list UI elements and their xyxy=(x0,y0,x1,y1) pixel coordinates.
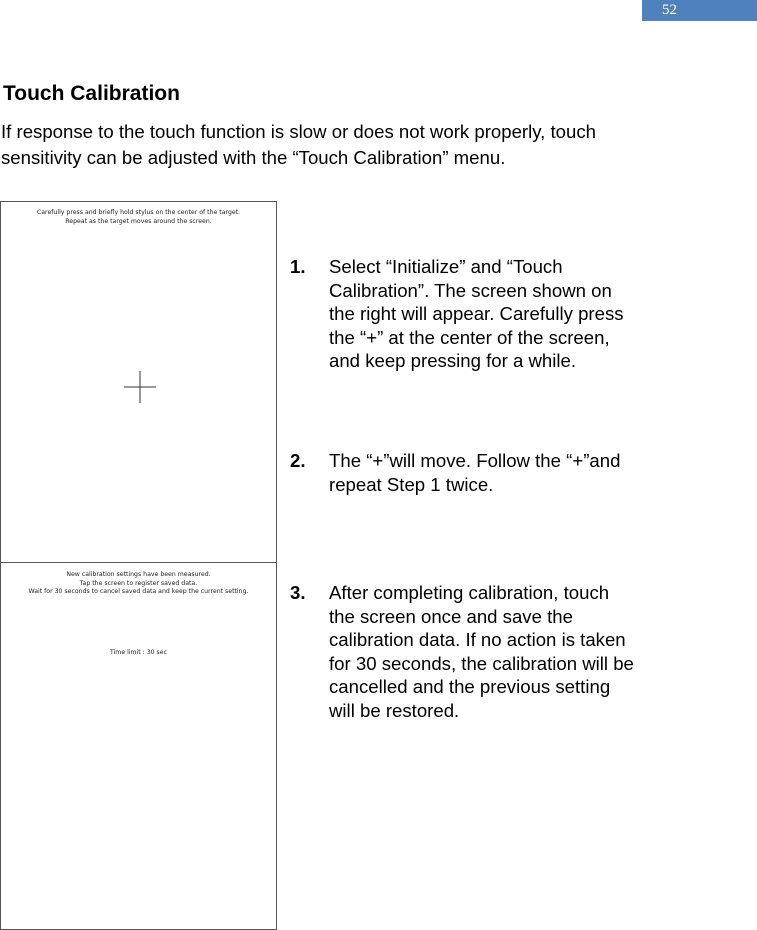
calibration-line-1: Carefully press and briefly hold stylus on the center of the target. xyxy=(36,209,241,216)
step-text: Select “Initialize” and “Touch Calibration”. The screen shown on the right will appear. Carefully press the “+” at the center of the screen, and keep pressing for a while. xyxy=(329,256,624,371)
confirmation-message xyxy=(1,571,276,597)
step-number: 3. xyxy=(290,582,306,603)
confirmation-screen[interactable] xyxy=(0,562,277,930)
step-text: After completing calibration, touch the screen once and save the calibration data. If no action is taken for 30 seconds, the calibration will be cancelled and the previous setting will be restored. xyxy=(329,582,634,721)
calibration-instructions xyxy=(1,209,276,226)
time-limit: Time limit : 30 sec xyxy=(109,649,167,656)
crosshair-target-icon[interactable] xyxy=(124,371,156,403)
calibration-line-2: Repeat as the target moves around the screen. xyxy=(65,217,212,225)
page-number: 52 xyxy=(642,0,757,21)
calibration-screen xyxy=(0,201,277,563)
confirmation-line-3: Wait for 30 seconds to cancel saved data and keep the current setting. xyxy=(28,588,249,595)
confirmation-line-2: Tap the screen to register saved data. xyxy=(79,579,198,587)
confirmation-line-1: New calibration settings have been measured. xyxy=(66,571,211,578)
step-item xyxy=(290,581,640,722)
step-item xyxy=(290,255,640,373)
step-number: 2. xyxy=(290,450,306,471)
step-number: 1. xyxy=(290,256,306,277)
step-text: The “+”will move. Follow the “+”and repeat Step 1 twice. xyxy=(329,450,621,495)
step-item xyxy=(290,449,640,496)
intro-paragraph: If response to the touch function is slow or does not work properly, touch sensitivity can be adjusted with the “Touch Calibration” menu. xyxy=(1,121,596,168)
section-title: Touch Calibration xyxy=(3,82,180,105)
